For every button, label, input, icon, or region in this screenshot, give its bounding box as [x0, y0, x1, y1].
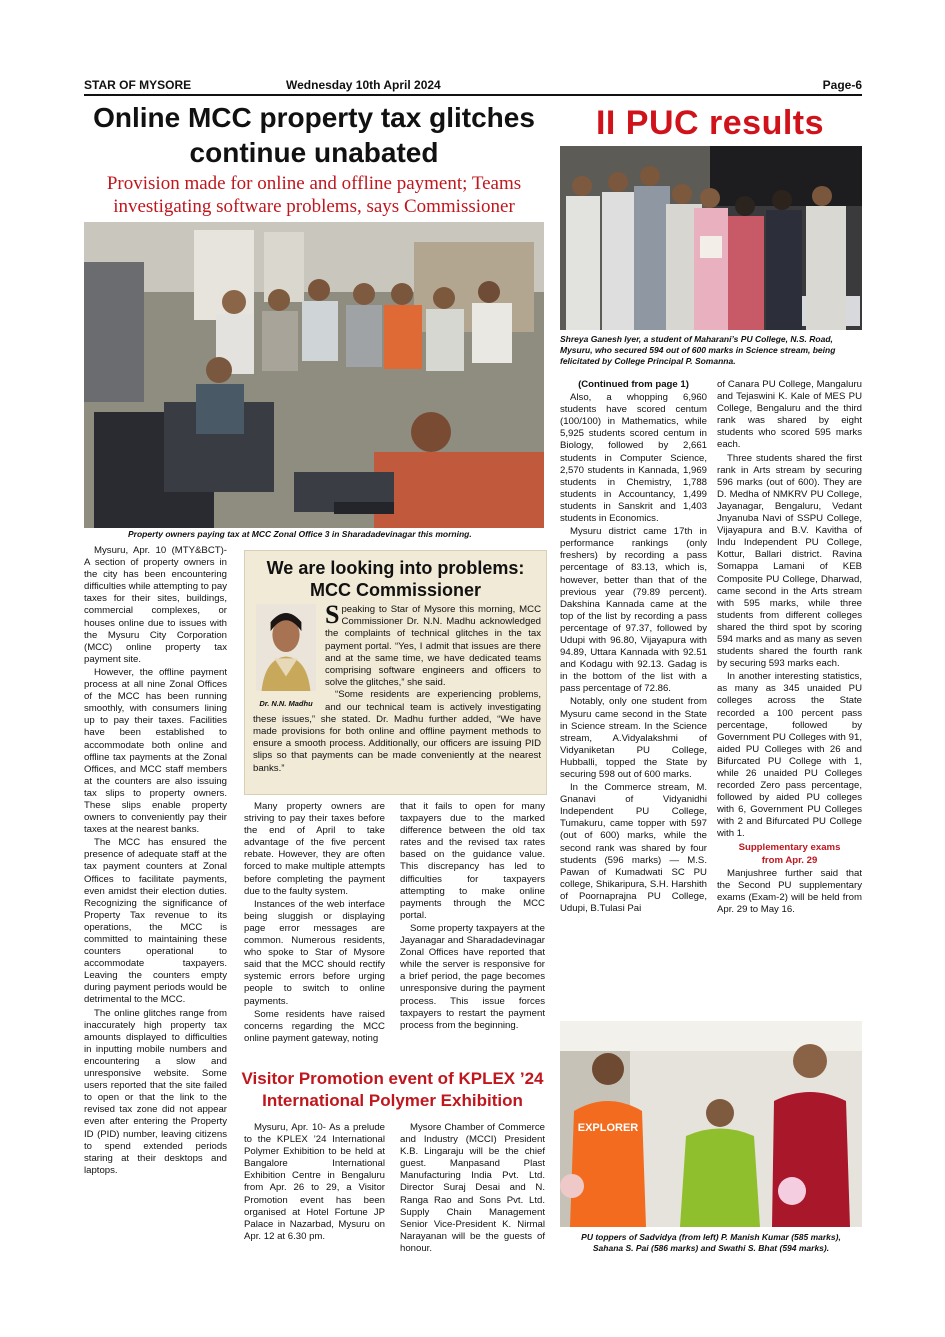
supplementary-para: Manjushree further said that the Second PU supplementary exams (Exam-2) will be held from Apr. 29 to May 16.: [717, 867, 862, 916]
lead-photo: [84, 222, 544, 528]
puc-photo-bottom-caption-line-2: Sahana S. Pai (586 marks) and Swathi S. Bhat (594 marks).: [592, 1243, 830, 1253]
kplex-headline-line-1: Visitor Promotion event of KPLEX ’24: [241, 1069, 544, 1088]
lead-col3-para-1: that it fails to open for many taxpayers due to the marked difference between the old tax rates and the revised tax rates based on the guidance value. This discrepancy has led to difficulties for taxpayers attempting to make online payments through the MCC portal.: [400, 801, 545, 921]
kplex-column-2: [400, 1122, 545, 1256]
supplementary-heading-2: from Apr. 29: [761, 854, 818, 866]
kplex-column-1: [244, 1122, 385, 1244]
commissioner-box-title-line-1: We are looking into problems:: [266, 558, 525, 578]
puc-col2-para-2: Three students shared the first rank in Arts stream by securing 596 marks (out of 600). They are D. Medha of NMKRV PU College, Jayanagar, Bengaluru, Vedant Jnyanuba Navi of SSPU College, Vijayapura and B.V. Kavitha of Indu Independent PU College, Kottur, Ballari district. Ravina Somappa Lamani of KEB Composite PU College, Dharwad, came second in the Arts stream with 595 marks, while three students from different colleges shared the third spot by scoring 594 marks and as many as seven students shared the fourth rank by securing 593 marks each.: [717, 452, 862, 670]
lead-column-2: [244, 801, 385, 1046]
commissioner-box-title: [245, 557, 546, 601]
lead-col1-para-2: However, the offline payment process at all nine Zonal Offices of the MCC has been running smoothly, with consumers lining up to pay their taxes. Facilities have been established to accommodate both online and offline tax payments at the Zonal Offices, and MCC staff members at the counters are also issuing tax slips to property owners. These slips enable property owners to conveniently pay their taxes at the nearest banks.: [84, 666, 227, 836]
kplex-col2-para: Mysore Chamber of Commerce and Industry (MCCI) President K.B. Lingaraju will be the chief guest. Manpasand Plast Manufacturing India Pvt. Ltd. Director Suraj Desai and N. Ranga Rao and Sons Pvt. Ltd. Supply Chain Management Senior Vice-President K. Nirmal Narayanan will be the guests of honour.: [400, 1122, 545, 1254]
commissioner-box-para-2: “Some residents are experiencing problems, and our technical team is actively investigating these issues,” she stated. Dr. Madhu further added, “We have made provisions for both online and offline payment methods to ensure a smooth process. Additionally, our officers are issuing PID slips so that payments can be made conveniently at the nearest banks.”: [253, 689, 541, 774]
puc-column-2: [717, 379, 862, 917]
supplementary-heading-1: Supplementary exams: [738, 841, 841, 853]
paper-name: STAR OF MYSORE: [84, 78, 192, 92]
lead-column-3: [400, 801, 545, 1033]
commissioner-portrait-name: Dr. N.N. Madhu: [259, 698, 313, 708]
kplex-headline-line-2: International Polymer Exhibition: [262, 1091, 523, 1110]
puc-column-1: [560, 379, 707, 916]
explorer-shirt-text: EXPLORER: [577, 1122, 639, 1134]
puc-continued: (Continued from page 1): [578, 379, 689, 390]
lead-col2-para-1: Many property owners are striving to pay their taxes before the end of April to take advantage of the five percent rebate. However, they are often forced to make multiple attempts before completing the payment due to the faulty system.: [244, 801, 385, 897]
dropcap-letter: S: [325, 600, 340, 629]
page-number: Page-6: [822, 78, 862, 92]
lead-col3-para-2: Some property taxpayers at the Jayanagar and Sharadadevinagar Zonal Offices have reported that while the server is responsive for a brief period, the page becomes unresponsive during the payment process. This issue forces taxpayers to restart the payment process from the beginning.: [400, 922, 545, 1031]
lead-subhead: Provision made for online and offline payment; Teams investigating software problems, says Commissioner: [106, 173, 522, 217]
lead-col1-para-4: The online glitches range from inaccurately high property tax amounts displayed to difficulties in inputting mobile numbers and encountering a slow and unresponsive website. Some users reported that the site failed to open or that the link to the revised tax zone did not appear even after entering the Property ID (PID) number, leaving citizens to spend extended periods staring at their desktops and laptops.: [84, 1007, 227, 1176]
puc-headline: II PUC results: [595, 104, 825, 142]
masthead: [84, 78, 862, 96]
commissioner-box-para-1-text: peaking to Star of Mysore this morning, MCC Commissioner Dr. N.N. Madhu acknowledged the complaints of technical glitches in the tax payment portal. “Yes, I admit that issues are there and at the same time, we have dedicated teams comprising software engineers and officers to solve the glitches,” she said.: [325, 604, 541, 689]
puc-col2-para-3: In another interesting statistics, as many as 345 unaided PU colleges across the State recorded a 100 percent pass percentage, followed by Government PU Colleges with 91, aided PU Colleges with 26 and Bifurcated PU College with 1, while 26 unaided PU Colleges recorded Zero pass percentage, followed by aided PU colleges with 6, Government PU Colleges with 2 and Bifurcated PU College with 1.: [717, 671, 862, 840]
puc-photo-bottom-caption: [560, 1232, 862, 1254]
commissioner-box-title-line-2: MCC Commissioner: [309, 580, 482, 600]
puc-photo-top-caption: Shreya Ganesh Iyer, a student of Maharani’s PU College, N.S. Road, Mysuru, who secured 594 out of 600 marks in Science stream, being felicitated by College Principal P. Somanna.: [560, 334, 836, 366]
puc-col1-para-2: Mysuru district came 17th in performance rankings (only freshers) by recording a pass percentage of 83.13, which is, however, better than that of the previous year (79.89 percent). Dakshina Kannada came at the top of the list by recording a pass percentage of 97.37, followed by Udupi with 96.80, Vijayapura with 94.89, Uttara Kannada with 92.51 and Kodagu with 92.13. Gadag is in the bottom of the list with a pass percentage of 72.86.: [560, 526, 707, 695]
puc-col2-para-1: of Canara PU College, Mangaluru and Tejaswini K. Kale of MES PU College, Bengaluru and the third rank was shared by eight students who scored 595 marks each.: [717, 379, 862, 451]
commissioner-portrait: [253, 604, 319, 710]
lead-col1-para-1: Mysuru, Apr. 10 (MTY&BCT)- A section of property owners in the city has been encountering difficulties while attempting to pay taxes for their sites, buildings, commercial complexes, or houses online due to issues with the Mysuru City Corporation (MCC) online property tax payment site.: [84, 545, 227, 665]
lead-col1-para-3: The MCC has ensured the presence of adequate staff at the tax payment counters at Zonal Offices to facilitate payments, even amidst their election duties. Recognizing the significance of Property Tax revenue to its operations, the MCC is committed to maintaining these counters operational to accommodate taxpayers. Leaving the counters empty during payment periods would be detrimental to the MCC.: [84, 837, 227, 1006]
kplex-col1-para: Mysuru, Apr. 10- As a prelude to the KPLEX ’24 International Polymer Exhibition to be held at Bangalore International Exhibition Centre in Bengaluru from Apr. 26 to 29, a Visitor Promotion event has been organised at Hotel Fortune JP Palace in Nazarbad, Mysuru on Apr. 12 at 6.30 pm.: [244, 1122, 385, 1242]
puc-col1-para-3: Notably, only one student from Mysuru came second in the State in Science stream. In the Science stream, A.Vidyalakshmi of Vidyaniketan PU College, Hubballi, topped the State by securing 598 out of 600 marks.: [560, 696, 707, 780]
kplex-headline: [240, 1068, 545, 1112]
puc-photo-bottom: [560, 1021, 862, 1227]
puc-photo-top: [560, 146, 862, 330]
puc-col1-para-4: In the Commerce stream, M. Gnanavi of Vidyanidhi Independent PU College, Tumakuru, came topper with 597 (out of 600) marks, while the second rank was shared by four students (596 marks) — M.S. Pawan of Kumadwati SC PU college, Shikaripura, S.H. Harshith of Poornaprajna PU College, Udupi, B.Tulasi Pai: [560, 782, 707, 915]
commissioner-box-body: [253, 600, 541, 775]
lead-headline: Online MCC property tax glitches continue unabated: [93, 102, 535, 168]
commissioner-portrait-image: [253, 604, 319, 700]
issue-date: Wednesday 10th April 2024: [286, 78, 441, 92]
lead-photo-caption: Property owners paying tax at MCC Zonal Office 3 in Sharadadevinagar this morning.: [128, 529, 472, 539]
commissioner-box: [244, 550, 547, 795]
puc-col1-para-1: Also, a whopping 6,960 students have scored centum (100/100) in Mathematics, while 5,925 students scored centum in Biology, followed by 2,661 students in Computer Science, 2,570 students in Kannada, 1,969 students in Chemistry, 1,788 students in Accountancy, 1,499 students in Sanskrit and 1,403 students in Economics.: [560, 392, 707, 525]
lead-col2-para-3: Some residents have raised concerns regarding the MCC online payment gateway, noting: [244, 1008, 385, 1044]
lead-col2-para-2: Instances of the web interface being sluggish or displaying page error messages are common. Numerous residents, who spoke to Star of Mysore said that the MCC should rectify systemic errors before urging people to switch to online payments.: [244, 898, 385, 1007]
lead-column-1: [84, 545, 227, 1178]
puc-photo-bottom-caption-line-1: PU toppers of Sadvidya (from left) P. Manish Kumar (585 marks),: [581, 1232, 841, 1242]
